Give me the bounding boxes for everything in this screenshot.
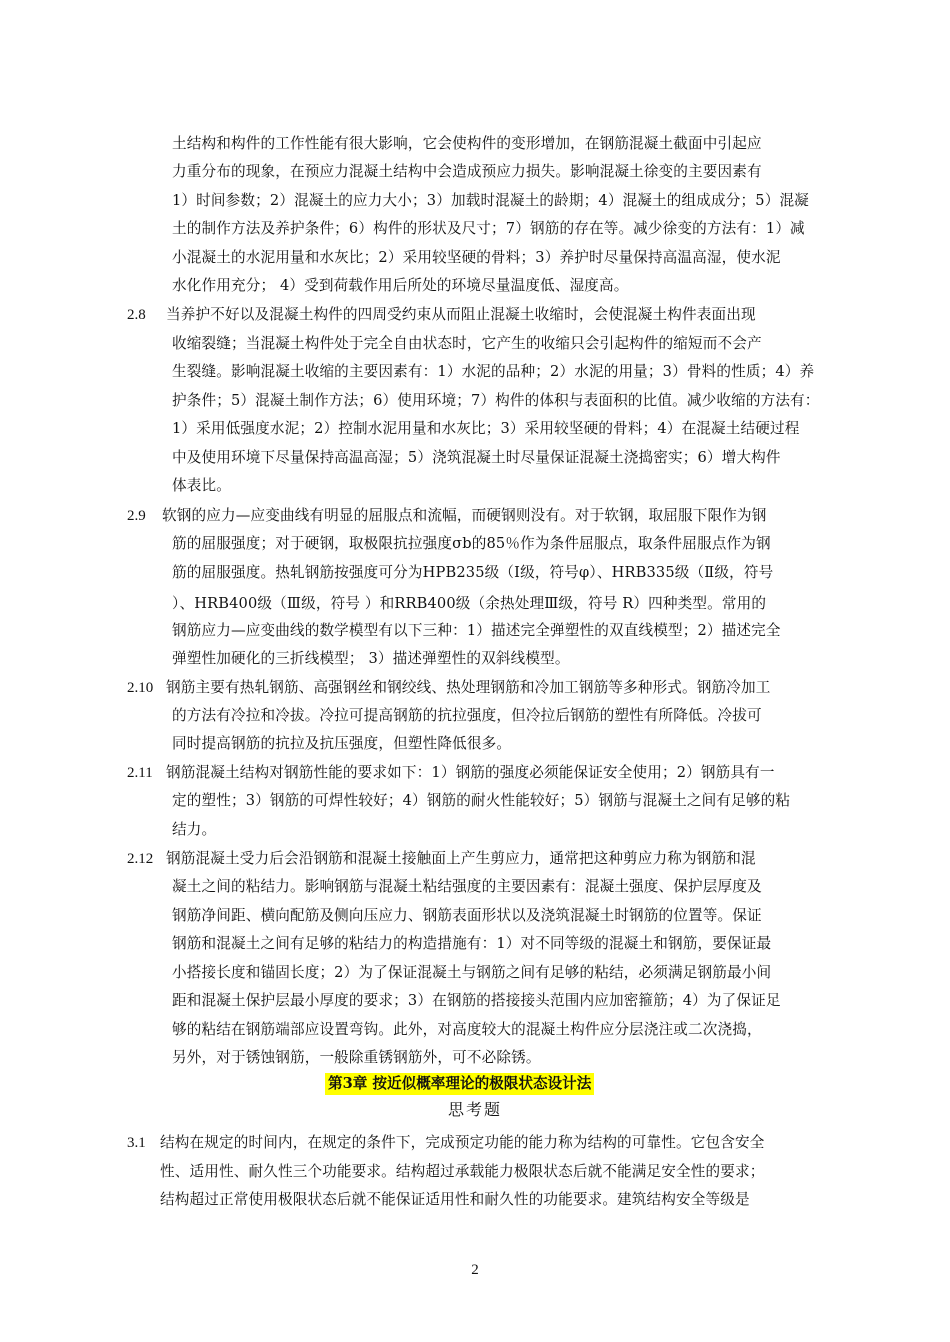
text-line: 钢筋混凝土结构对钢筋性能的要求如下：1）钢筋的强度必须能保证安全使用；2）钢筋具有一 [166, 764, 775, 781]
text-line: 凝土之间的粘结力。影响钢筋与混凝土粘结强度的主要因素有：混凝土强度、保护层厚度及 [172, 878, 762, 895]
text-line: 性、适用性、耐久性三个功能要求。结构超过承载能力极限状态后就不能满足安全性的要求； [160, 1163, 765, 1180]
text-line: 生裂缝。影响混凝土收缩的主要因素有：1）水泥的品种；2）水泥的用量；3）骨料的性质；4）养 [172, 363, 815, 380]
text-line: 另外，对于锈蚀钢筋，一般除重锈钢筋外，可不必除锈。 [172, 1049, 541, 1066]
item-number: 2.9 [127, 508, 146, 524]
text-line: 护条件；5）混凝土制作方法；6）使用环境；7）构件的体积与表面积的比值。减少收缩的方法有： [172, 392, 820, 409]
text-line: 钢筋混凝土受力后会沿钢筋和混凝土接触面上产生剪应力，通常把这种剪应力称为钢筋和混 [166, 850, 756, 867]
text-line: 够的粘结在钢筋端部应设置弯钩。此外，对高度较大的混凝土构件应分层浇注或二次浇捣， [172, 1021, 762, 1038]
item-number: 2.11 [127, 765, 153, 781]
text-line: 土的制作方法及养护条件；6）构件的形状及尺寸；7）钢筋的存在等。减少徐变的方法有：1）减 [172, 220, 805, 237]
page-number: 2 [471, 1262, 479, 1278]
text-line: 水化作用充分； 4）受到荷载作用后所处的环境尽量温度低、湿度高。 [172, 277, 629, 294]
text-line: 钢筋和混凝土之间有足够的粘结力的构造措施有：1）对不同等级的混凝土和钢筋，要保证最 [172, 935, 772, 952]
text-line: 体表比。 [172, 477, 231, 494]
text-line: 结构超过正常使用极限状态后就不能保证适用性和耐久性的功能要求。建筑结构安全等级是 [160, 1191, 750, 1208]
text-line: 小混凝土的水泥用量和水灰比；2）采用较坚硬的骨料；3）养护时尽量保持高温高湿，使水泥 [172, 249, 781, 266]
text-line: 同时提高钢筋的抗拉及抗压强度，但塑性降低很多。 [172, 735, 512, 752]
text-line: 力重分布的现象，在预应力混凝土结构中会造成预应力损失。影响混凝土徐变的主要因素有 [172, 163, 762, 180]
text-line: 距和混凝土保护层最小厚度的要求；3）在钢筋的搭接接头范围内应加密箍筋；4）为了保证足 [172, 992, 781, 1009]
chapter-title: 第3章 按近似概率理论的极限状态设计法 [325, 1073, 594, 1095]
text-line: 钢筋净间距、横向配筋及侧向压应力、钢筋表面形状以及浇筑混凝土时钢筋的位置等。保证 [172, 907, 762, 924]
text-line: 钢筋应力—应变曲线的数学模型有以下三种：1）描述完全弹塑性的双直线模型；2）描述完全 [172, 622, 781, 639]
text-line: ）、HRB400级（Ⅲ级，符号 ）和RRB400级（余热处理Ⅲ级，符号 R）四种类型。常用的 [172, 595, 767, 612]
item-number: 3.1 [127, 1135, 146, 1151]
text-line: 筋的屈服强度。热轧钢筋按强度可分为HPB235级（Ⅰ级，符号φ）、HRB335级（Ⅱ级，符号 [172, 564, 774, 581]
text-line: 1）时间参数；2）混凝土的应力大小；3）加载时混凝土的龄期；4）混凝土的组成成分；5）混凝 [172, 192, 809, 209]
text-line: 1）采用低强度水泥；2）控制水泥用量和水灰比；3）采用较坚硬的骨料；4）在混凝土结硬过程 [172, 420, 800, 437]
text-line: 钢筋主要有热轧钢筋、高强钢丝和钢绞线、热处理钢筋和冷加工钢筋等多种形式。钢筋冷加工 [166, 679, 771, 696]
text-line: 中及使用环境下尽量保持高温高湿；5）浇筑混凝土时尽量保证混凝土浇捣密实；6）增大构件 [172, 449, 781, 466]
text-line: 的方法有冷拉和冷拔。冷拉可提高钢筋的抗拉强度，但冷拉后钢筋的塑性有所降低。冷拔可 [172, 707, 762, 724]
text-line: 结力。 [172, 821, 217, 838]
text-line: 土结构和构件的工作性能有很大影响，它会使构件的变形增加，在钢筋混凝土截面中引起应 [172, 135, 762, 152]
text-line: 定的塑性；3）钢筋的可焊性较好；4）钢筋的耐火性能较好；5）钢筋与混凝土之间有足够的粘 [172, 792, 791, 809]
text-line: 软钢的应力—应变曲线有明显的屈服点和流幅，而硬钢则没有。对于软钢，取屈服下限作为钢 [162, 507, 767, 524]
item-number: 2.8 [127, 307, 146, 323]
section-subtitle: 思考题 [447, 1100, 502, 1119]
text-line: 收缩裂缝；当混凝土构件处于完全自由状态时，它产生的收缩只会引起构件的缩短而不会产 [172, 335, 762, 352]
text-line: 弹塑性加硬化的三折线模型； 3）描述弹塑性的双斜线模型。 [172, 650, 570, 667]
text-line: 当养护不好以及混凝土构件的四周受约束从而阻止混凝土收缩时，会使混凝土构件表面出现 [166, 306, 756, 323]
item-number: 2.10 [127, 680, 154, 696]
text-line: 筋的屈服强度；对于硬钢，取极限抗拉强度σb的85％作为条件屈服点，取条件屈服点作为钢 [172, 535, 771, 552]
text-line: 小搭接长度和锚固长度；2）为了保证混凝土与钢筋之间有足够的粘结，必须满足钢筋最小间 [172, 964, 772, 981]
text-line: 结构在规定的时间内，在规定的条件下，完成预定功能的能力称为结构的可靠性。它包含安全 [160, 1134, 765, 1151]
item-number: 2.12 [127, 851, 154, 867]
